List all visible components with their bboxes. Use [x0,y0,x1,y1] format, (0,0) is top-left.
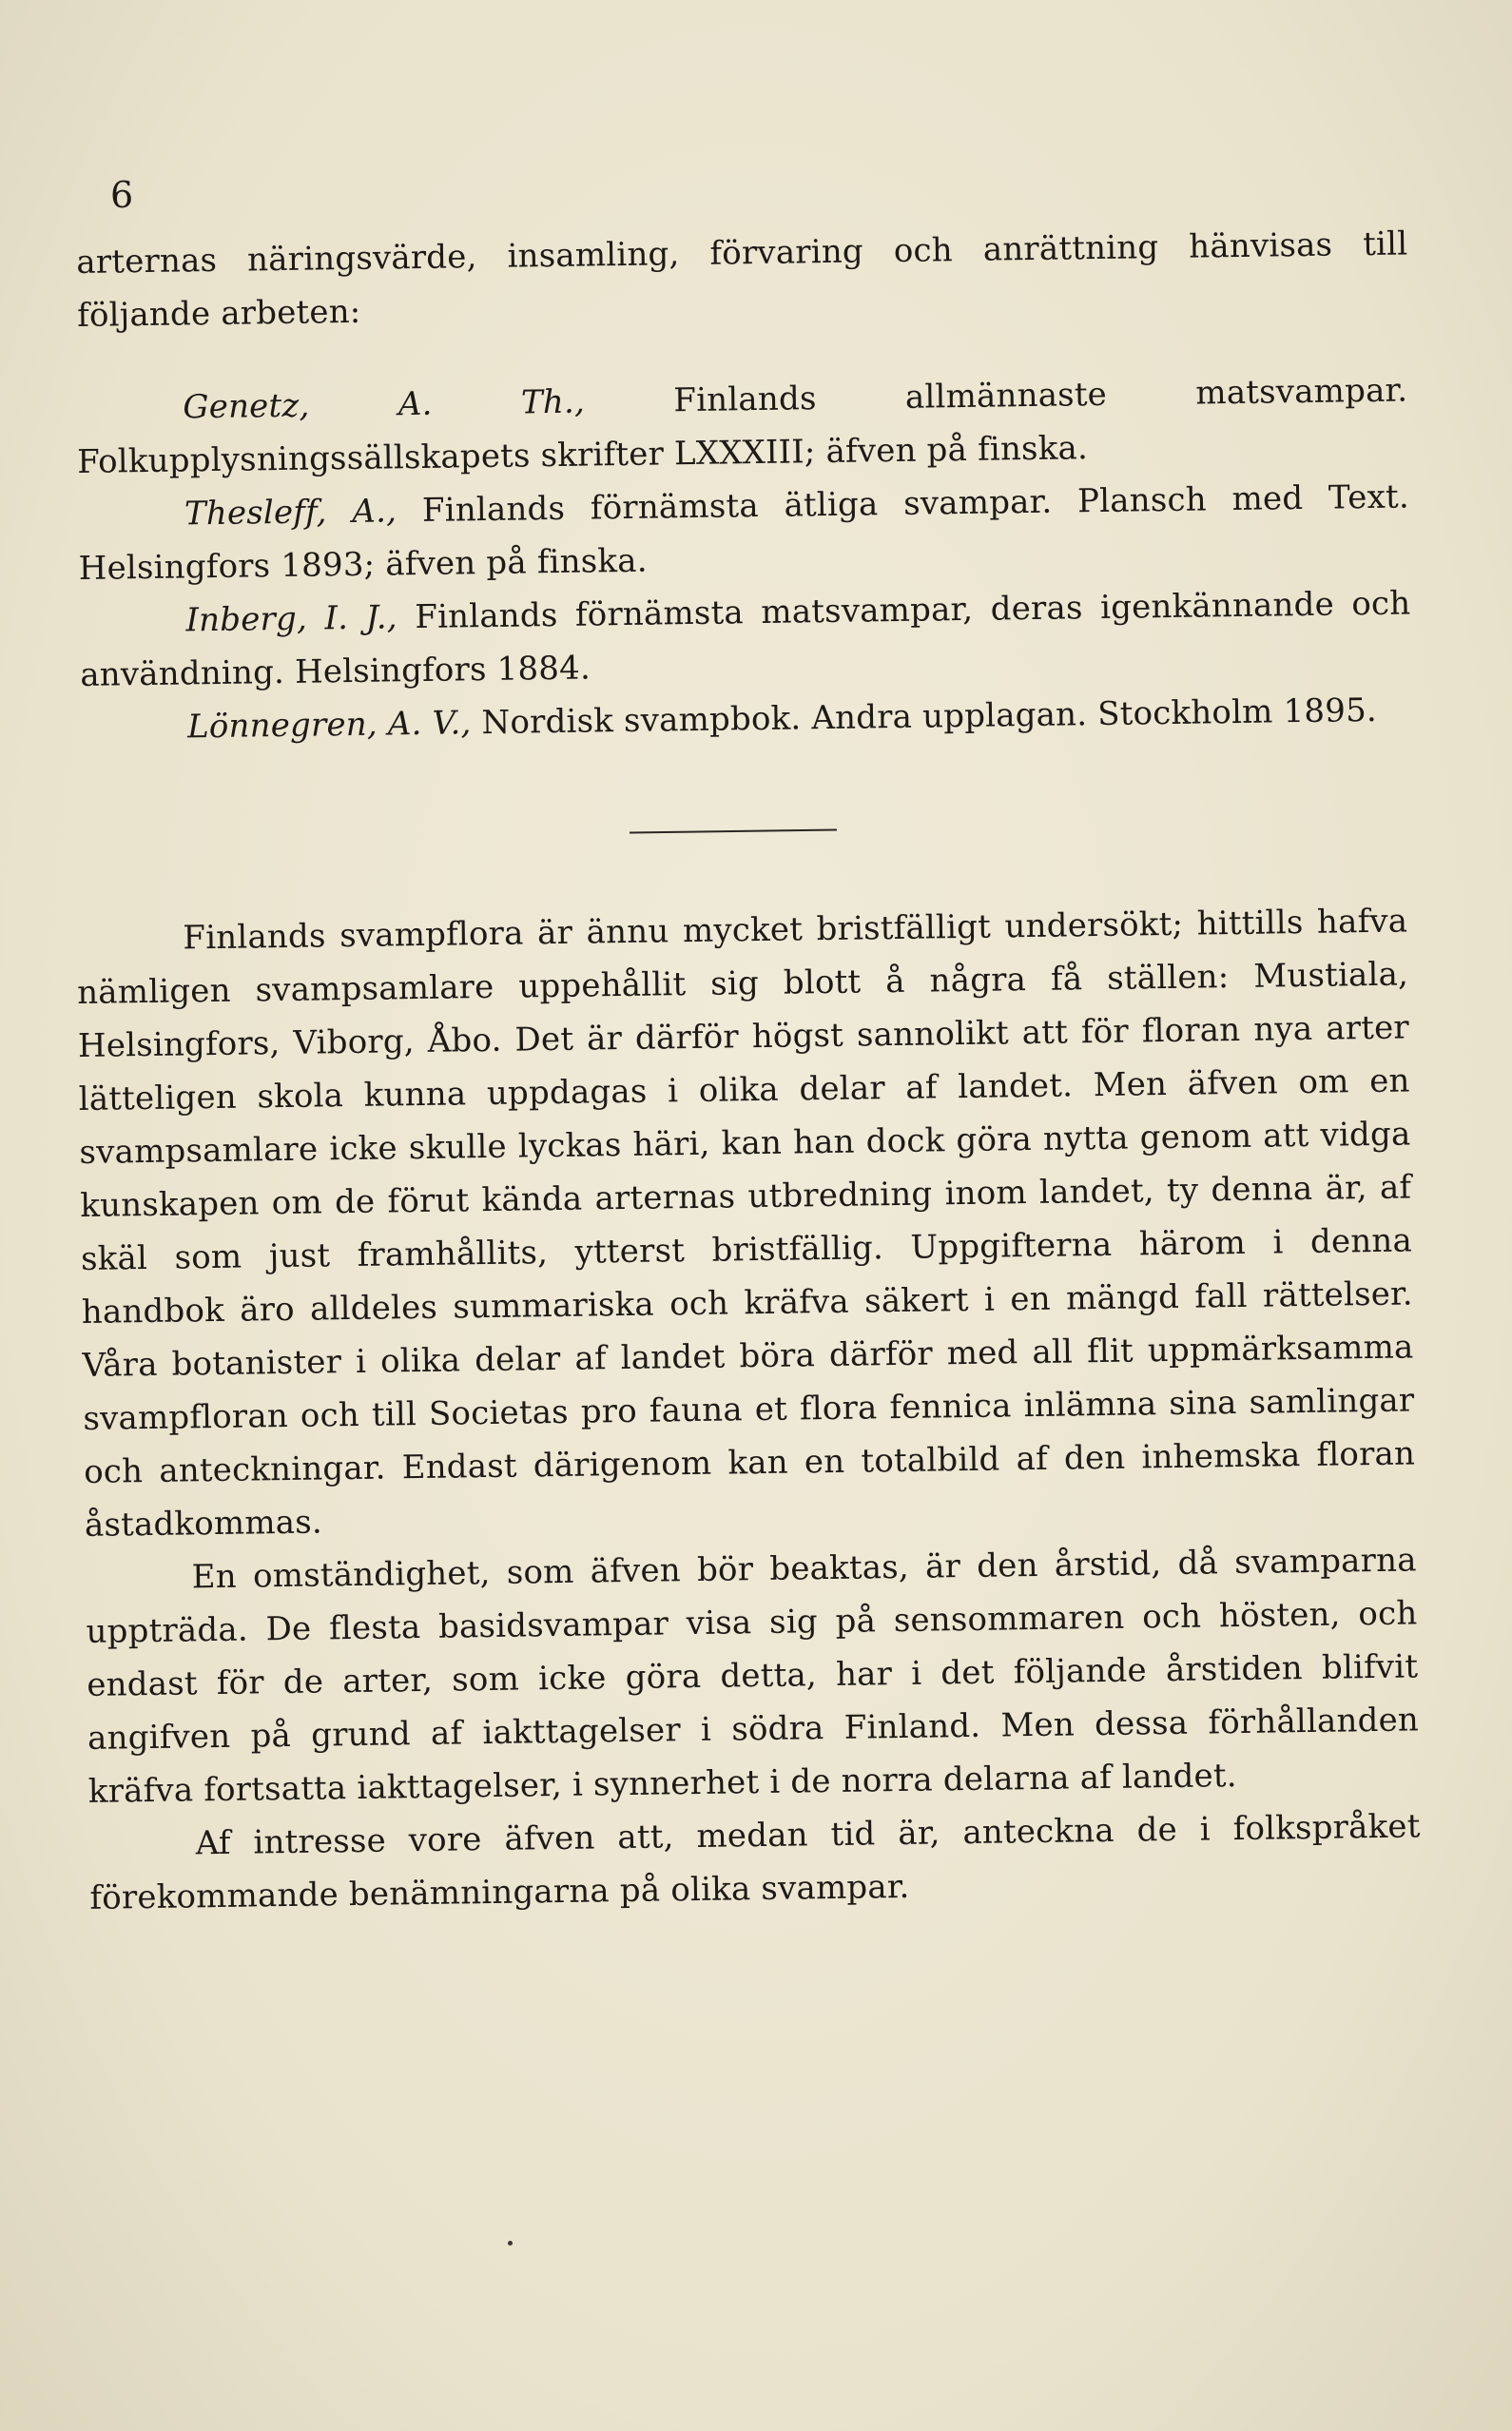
reference-genetz [76,363,1408,489]
reference-title: Finlands allmännaste matsvampar. Folkupplysningssällskapets skrifter LXXXIII; äfven på finska. [76,371,1408,481]
reference-inberg [79,576,1411,702]
paragraph-svampflora: Finlands svampflora är ännu mycket bristfälligt undersökt; hittills hafva nämligen svampsamlare uppehållit sig blott å några få ställen: Mustiala, Helsingfors, Viborg, Åbo. Det är därför högst sannolikt att för floran nya arter lätteligen skola kunna uppdagas i olika delar af landet. Men äfven om en svampsamlare icke skulle lyckas häri, kan han dock göra nytta genom att vidga kunskapen om de förut kända arternas utbredning inom landet, ty denna är, af skäl som just framhållits, ytterst bristfällig. Uppgifterna härom i denna handbok äro alldeles summariska och kräfva säkert i en mängd fall rättelser. Våra botanister i olika delar af landet böra därför med all flit uppmärksamma svampfloran och till Societas pro fauna et flora fennica inlämna sina samlingar och anteckningar. Endast därigenom kan en totalbild af den inhemska floran åstadkommas. [76,902,1416,1545]
references-list [76,363,1412,755]
intro-text-block [76,217,1408,342]
intro-paragraph: arternas näringsvärde, insamling, förvaring och anrättning hänvisas till följande arbeten: [76,224,1408,335]
reference-author: Lönnegren, A. V., [186,704,472,747]
reference-title: Finlands förnämsta matsvampar, deras igenkännande och användning. Helsingfors 1884. [80,584,1411,694]
reference-title: Finlands förnämsta ätliga svampar. Plansch med Text. Helsingfors 1893; äfven på finska. [78,477,1410,588]
reference-author: Thesleff, A., [184,492,397,534]
reference-title: Nordisk svampbok. Andra upplagan. Stockholm 1895. [471,690,1378,743]
paragraph-arstid: En omständighet, som äfven bör beaktas, är den årstid, då svamparna uppträda. De flesta basidsvampar visa sig på sensommaren och hösten, och endast för de arter, som icke göra detta, har i det följande årstiden blifvit angifven på grund af iakttagelser i södra Finland. Men dessa förhållanden kräfva fortsatta iakttagelser, i synnerhet i de norra delarna af landet. [86,1541,1420,1811]
print-speck [508,2241,513,2246]
page-number: 6 [110,174,134,216]
paragraph-folksprak: Af intresse vore äfven att, medan tid är, anteckna de i folkspråket förekommande benämningarna på olika svampar. [89,1807,1421,1917]
reference-author: Genetz, A. Th., [183,382,586,427]
main-text-block [76,894,1422,1924]
reference-thesleff [78,470,1410,595]
section-divider [630,828,837,833]
reference-author: Inberg, I. J., [185,598,398,640]
